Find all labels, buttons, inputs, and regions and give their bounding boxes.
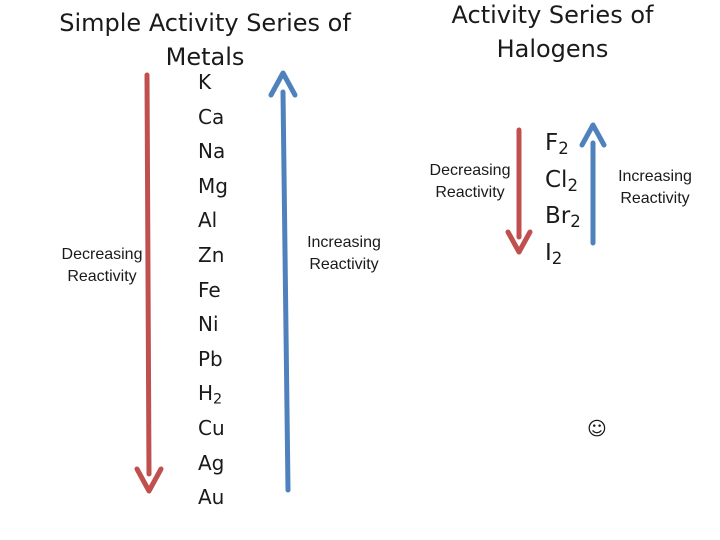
halogen-element [545, 235, 562, 271]
metal-element-symbol: Cu [198, 416, 225, 440]
metal-element-symbol: Zn [198, 243, 225, 267]
halogens-decreasing-label-line1: Decreasing [429, 162, 511, 179]
metals-decreasing-label-line1: Decreasing [61, 246, 143, 263]
halogen-element-subscript: 2 [558, 139, 569, 159]
metal-element [198, 67, 211, 97]
halogens-increasing-label [603, 166, 707, 210]
metals-decreasing-label-line2: Reactivity [67, 268, 137, 285]
metal-element [198, 413, 225, 443]
halogen-element-subscript: 2 [551, 248, 563, 268]
metals-increasing-label [292, 232, 396, 276]
halogens-increasing-label-line1: Increasing [618, 168, 692, 185]
metal-element-symbol: Al [198, 208, 218, 233]
metal-element-symbol: Pb [198, 346, 223, 371]
halogens-decreasing-label-line2: Reactivity [435, 184, 505, 201]
metal-element-symbol: Ag [198, 450, 225, 475]
metal-element [198, 240, 224, 270]
metal-element-symbol: Ni [198, 312, 219, 337]
metal-element [198, 344, 223, 374]
metal-element [198, 171, 228, 201]
halogens-increasing-label-line2: Reactivity [620, 190, 690, 207]
metal-element-symbol: K [198, 70, 212, 94]
metal-element [198, 482, 224, 512]
metals-increasing-label-line1: Increasing [307, 234, 381, 251]
metals-series-title: Simple Activity Series of Metals [59, 9, 351, 71]
metals-increasing-arrow [271, 73, 295, 490]
metal-element-symbol: Na [198, 139, 226, 164]
metal-element-symbol: Fe [198, 277, 221, 302]
metals-decreasing-label [40, 244, 164, 288]
metal-element [198, 205, 217, 235]
metals-increasing-label-line2: Reactivity [309, 256, 379, 273]
metal-element [198, 378, 222, 408]
metal-element [198, 275, 221, 305]
halogen-element-symbol: F [545, 130, 559, 156]
halogen-element-symbol: Br [545, 203, 571, 229]
metal-element-symbol: H [198, 381, 214, 406]
metal-element-symbol: Au [198, 485, 225, 510]
metal-element [198, 448, 224, 478]
metal-element-symbol: Mg [198, 173, 228, 198]
metal-element-subscript: 2 [213, 391, 223, 408]
halogen-element [545, 125, 569, 161]
metal-element [198, 136, 225, 166]
metal-element [198, 309, 219, 339]
metal-element [198, 102, 224, 132]
halogens-increasing-arrow [582, 125, 604, 243]
halogens-decreasing-label [418, 160, 522, 204]
halogen-element-symbol: Cl [545, 166, 568, 193]
halogens-series-title: Activity Series of Halogens [451, 1, 654, 63]
metal-element-symbol: Ca [198, 104, 225, 129]
halogen-element-subscript: 2 [567, 175, 578, 195]
smiley-icon: ☺ [587, 418, 607, 440]
halogen-element [545, 162, 578, 198]
halogen-element-subscript: 2 [570, 212, 581, 232]
halogen-element [545, 198, 581, 234]
halogen-element-symbol: I [545, 239, 552, 266]
